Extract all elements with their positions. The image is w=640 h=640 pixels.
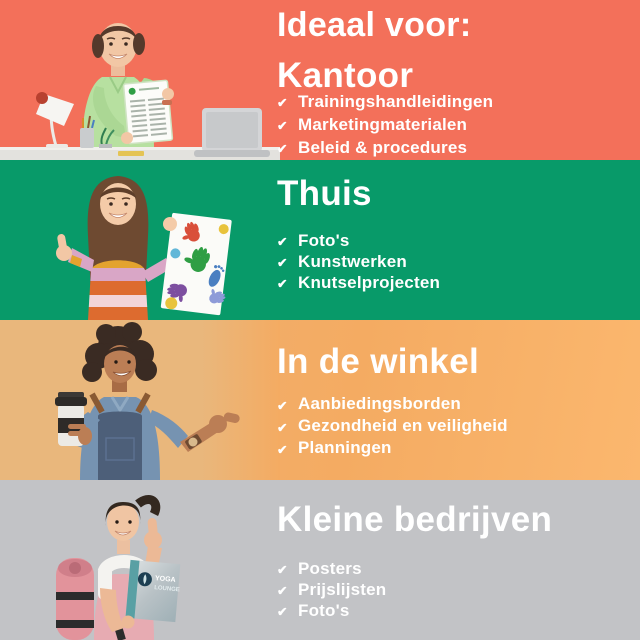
list-item [277, 559, 386, 580]
section-winkel-heading: In de winkel [277, 342, 479, 381]
list-item-label: Posters [298, 559, 362, 578]
check-icon: ✔ [277, 119, 288, 133]
laminated-yoga-poster [125, 560, 182, 622]
notepad [118, 151, 144, 156]
check-icon: ✔ [277, 584, 288, 598]
section-winkel [0, 320, 640, 480]
section-thuis-heading: Thuis [277, 174, 372, 213]
list-item [277, 137, 493, 160]
list-item [277, 91, 493, 114]
list-item-label: Prijslijsten [298, 580, 387, 599]
wrist-watch [162, 100, 172, 105]
list-item-label: Knutselprojecten [298, 273, 441, 292]
check-icon: ✔ [277, 399, 288, 413]
list-item-label: Gezondheid en veiligheid [298, 416, 508, 435]
list-item-label: Aanbiedingsborden [298, 394, 462, 413]
check-icon: ✔ [277, 421, 288, 435]
list-item-label: Foto's [298, 231, 350, 250]
section-thuis [0, 160, 640, 320]
check-icon: ✔ [277, 277, 288, 291]
check-icon: ✔ [277, 235, 288, 249]
list-item [277, 114, 493, 137]
page-title: Ideaal voor: [277, 6, 472, 44]
thumbs-up-hand [56, 233, 72, 261]
section-kantoor-list [277, 91, 493, 160]
section-kleine-bedrijven-heading: Kleine bedrijven [277, 500, 553, 539]
section-kleine-bedrijven-list [277, 559, 386, 622]
section-kantoor [0, 0, 640, 160]
list-item-label: Foto's [298, 601, 350, 620]
yoga-mat [56, 558, 94, 640]
photo-girl-with-handprint-artwork [0, 160, 280, 320]
check-icon: ✔ [277, 96, 288, 110]
section-kantoor-content [277, 0, 633, 160]
section-thuis-content [277, 160, 633, 320]
check-icon: ✔ [277, 142, 288, 156]
section-thuis-list [277, 231, 440, 294]
list-item [277, 438, 508, 460]
list-item-label: Marketingmaterialen [298, 115, 468, 134]
list-item-label: Planningen [298, 438, 392, 457]
poster-title: YOGA [154, 575, 176, 584]
section-kleine-bedrijven [0, 480, 640, 640]
list-item [277, 416, 508, 438]
list-item [277, 252, 440, 273]
list-item-label: Trainingshandleidingen [298, 92, 494, 111]
list-item [277, 394, 508, 416]
section-winkel-list [277, 394, 508, 460]
section-winkel-content [277, 320, 633, 480]
photo-yoga-woman-with-poster [0, 480, 280, 640]
section-kantoor-heading: Kantoor [277, 56, 414, 95]
poster-subtitle: LOUNGE [153, 585, 181, 594]
list-item [277, 580, 386, 601]
home-girl [56, 176, 172, 320]
laptop [194, 108, 270, 157]
list-item [277, 601, 386, 622]
list-item-label: Kunstwerken [298, 252, 407, 271]
check-icon: ✔ [277, 256, 288, 270]
check-icon: ✔ [277, 443, 288, 457]
section-kleine-bedrijven-content [277, 480, 633, 640]
list-item [277, 231, 440, 252]
check-icon: ✔ [277, 563, 288, 577]
list-item [277, 273, 440, 294]
desk-lamp [36, 92, 74, 148]
photo-office-woman-with-laminated-document [0, 0, 280, 160]
list-item-label: Beleid & procedures [298, 138, 468, 157]
photo-barista-woman-pointing [0, 320, 280, 480]
check-icon: ✔ [277, 605, 288, 619]
